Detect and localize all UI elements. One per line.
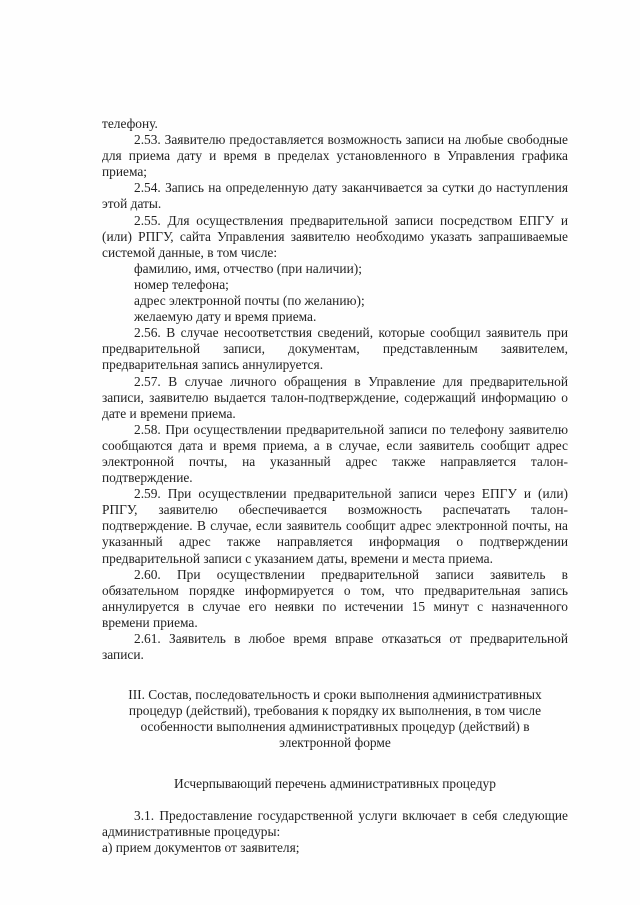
paragraph-2-55: 2.55. Для осуществления предварительной записи посредством ЕПГУ и (или) РПГУ, сайта Управления заявителю необходимо указать запрашиваемые системой данные, в том числе:	[102, 212, 568, 260]
list-item: адрес электронной почты (по желанию);	[134, 293, 365, 309]
list-item-a: а) прием документов от заявителя;	[102, 839, 300, 855]
paragraph-3-1: 3.1. Предоставление государственной услуги включает в себя следующие административные процедуры:	[102, 807, 568, 839]
paragraph-2-60: 2.60. При осуществлении предварительной записи заявитель в обязательном порядке информируется о том, что предварительная запись аннулируется в случае его неявки по истечении 15 минут с назначенного времени приема.	[102, 566, 568, 630]
section-title: III. Состав, последовательность и сроки выполнения административных процедур (действий), требования к порядку их выполнения, в том числе особенности выполнения административных процедур (действий) в электронной форме	[128, 687, 542, 751]
list-item: номер телефона;	[134, 276, 229, 292]
sub-title: Исчерпывающий перечень административных процедур	[174, 775, 496, 791]
paragraph-2-58: 2.58. При осуществлении предварительной записи по телефону заявителю сообщаются дата и время приема, а в случае, если заявитель сообщит адрес электронной почты, на указанный адрес также направляется талон-подтверждение.	[102, 421, 568, 486]
paragraph-2-56: 2.56. В случае несоответствия сведений, которые сообщил заявитель при предварительной записи, документам, представленным заявителем, предварительная запись аннулируется.	[102, 325, 568, 373]
paragraph-2-57: 2.57. В случае личного обращения в Управление для предварительной записи, заявителю выдается талон-подтверждение, содержащий информацию о дате и времени приема.	[102, 373, 568, 421]
list-item: фамилию, имя, отчество (при наличии);	[134, 260, 362, 276]
spacer	[102, 792, 568, 808]
paragraph-2-61: 2.61. Заявитель в любое время вправе отказаться от предварительной записи.	[102, 631, 568, 663]
paragraph-2-53: 2.53. Заявителю предоставляется возможность записи на любые свободные для приема дату и время в пределах установленного в Управления графика приема;	[102, 132, 568, 180]
continuation-line: телефону.	[102, 116, 158, 131]
paragraph-2-59: 2.59. При осуществлении предварительной записи через ЕПГУ и (или) РПГУ, заявителю обеспечивается возможность распечатать талон-подтверждение. В случае, если заявитель сообщит адрес электронной почты, на указанный адрес также направляется информация о подтверждении предварительной записи с указанием даты, времени и места приема.	[102, 486, 568, 566]
paragraph-2-54: 2.54. Запись на определенную дату заканчивается за сутки до наступления этой даты.	[102, 180, 568, 212]
document-body	[102, 116, 568, 856]
list-item: желаемую дату и время приема.	[134, 309, 317, 325]
